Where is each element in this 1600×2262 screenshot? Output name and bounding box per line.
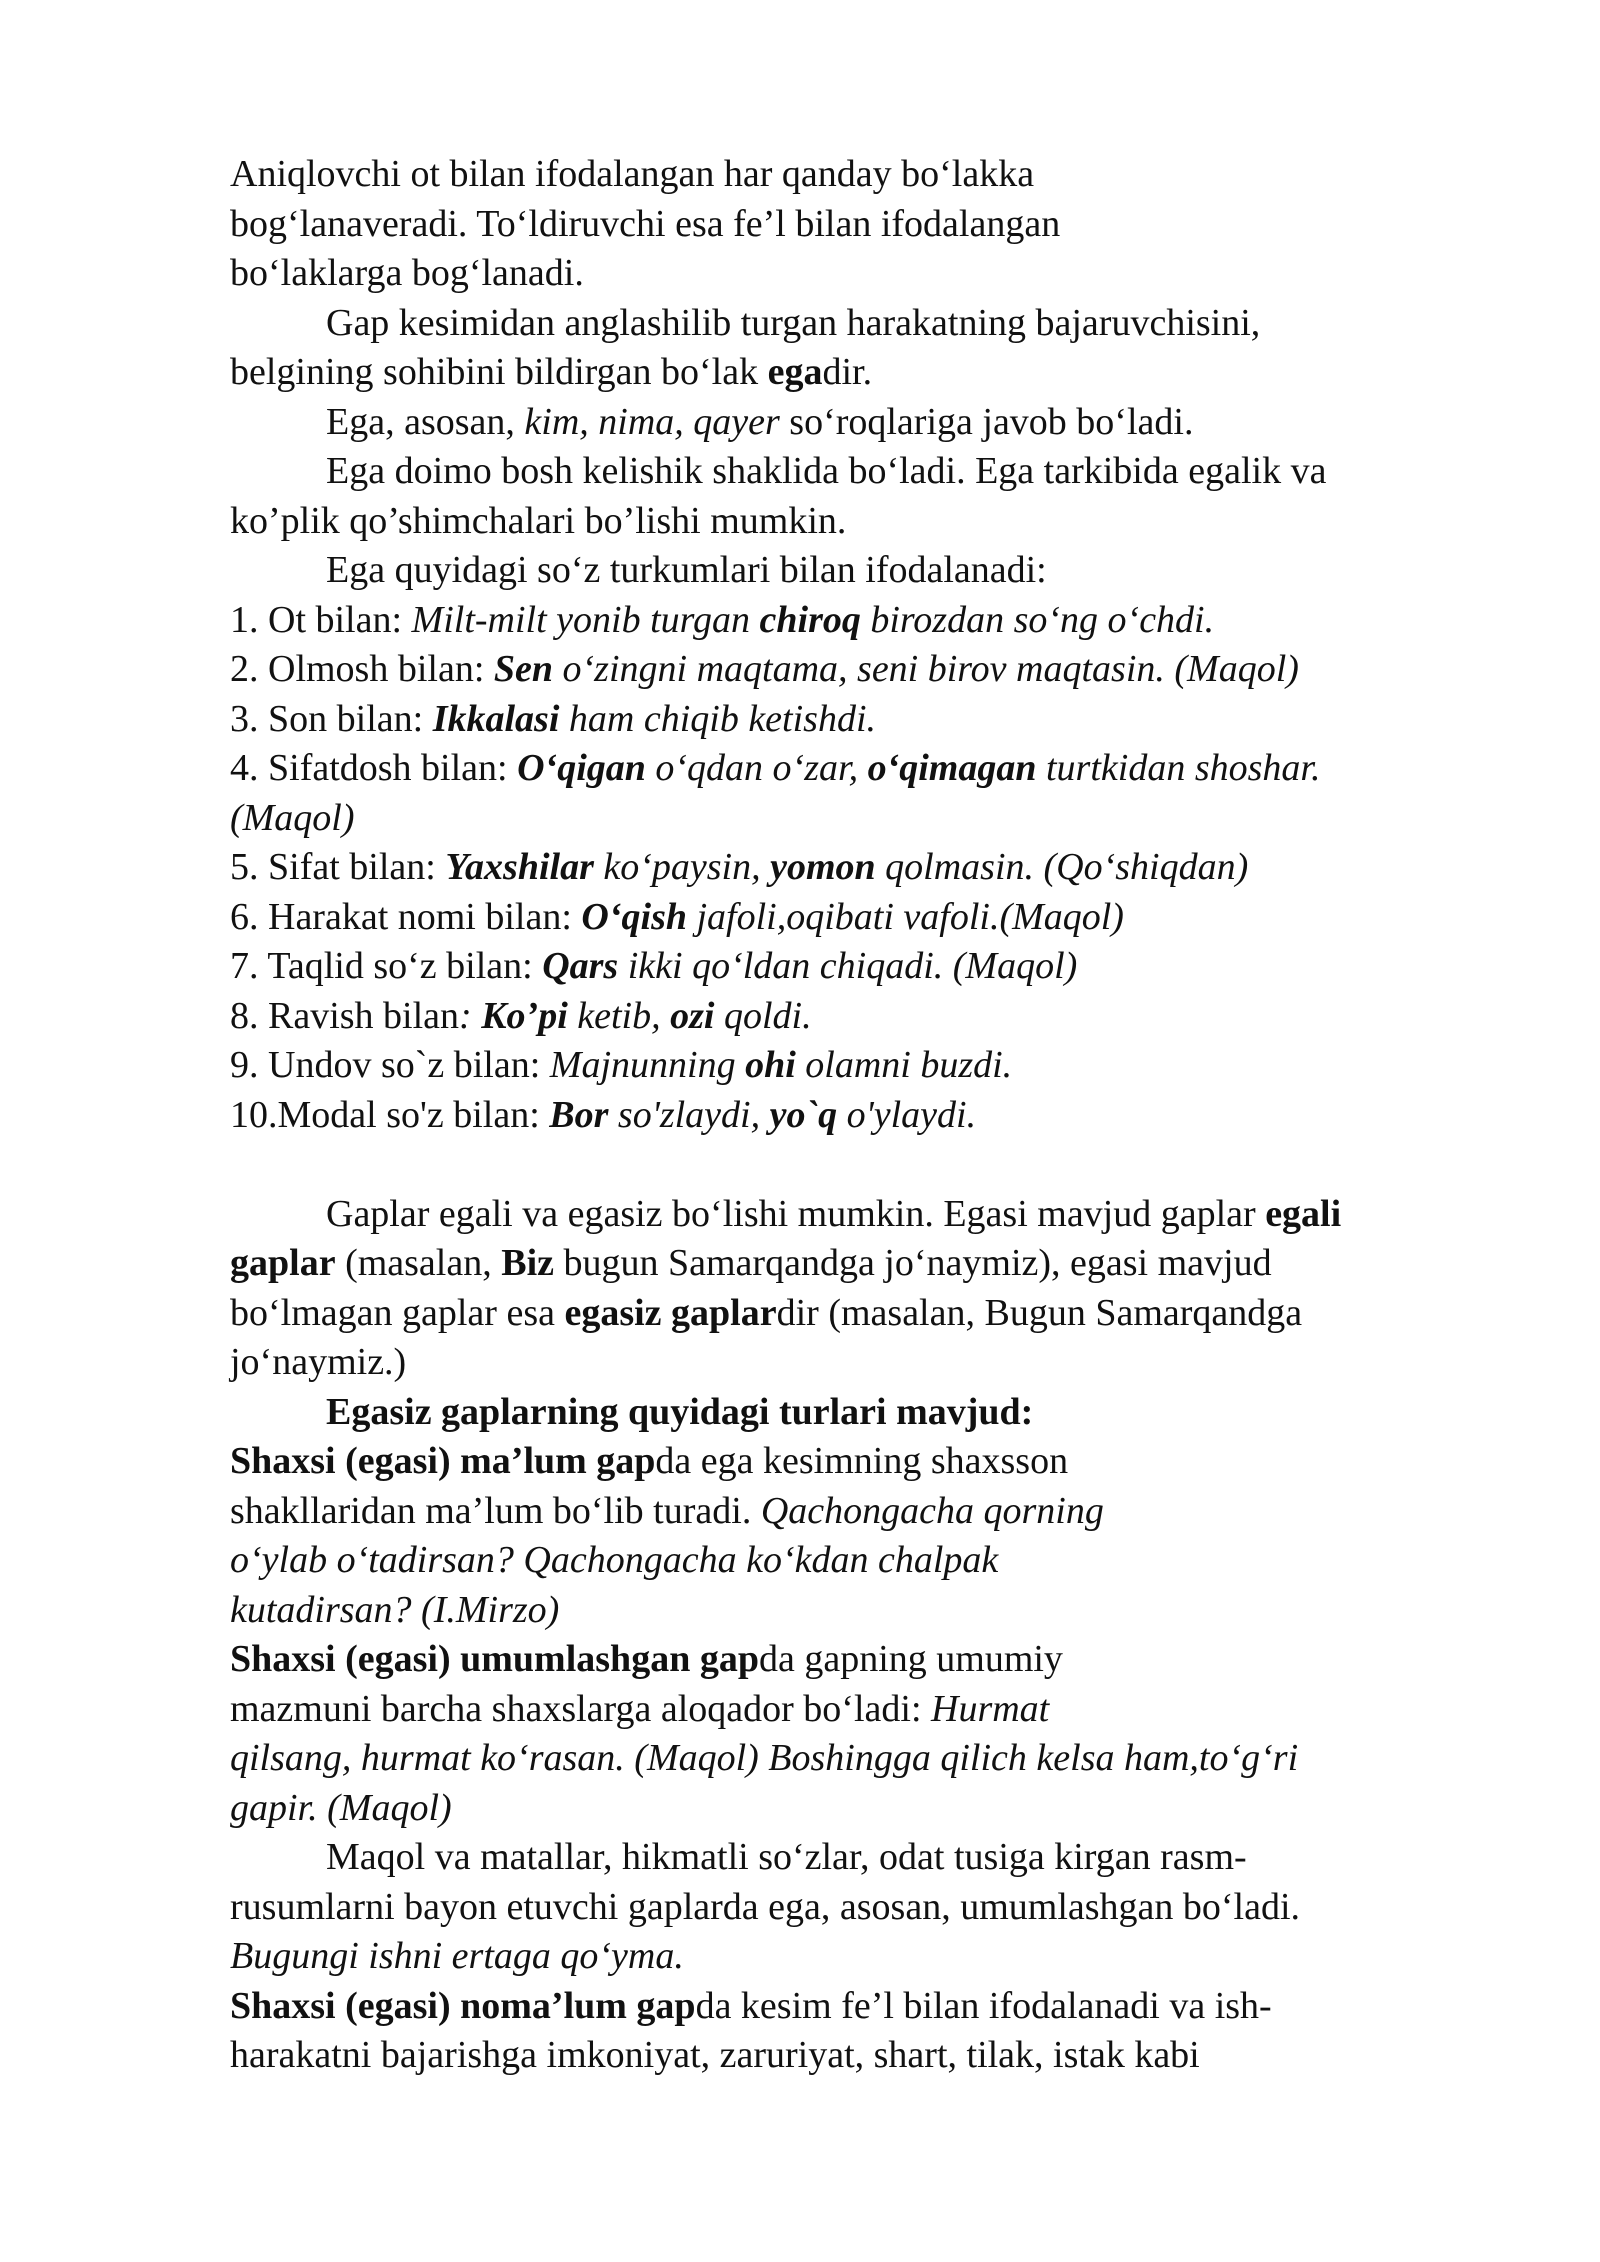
text-line <box>230 596 1500 646</box>
text-segment: rusumlarni bayon etuvchi gaplarda ega, asosan, umumlashgan bo‘ladi. <box>230 1885 1301 1928</box>
text-segment: (Maqol) <box>230 796 355 839</box>
text-segment: dir. <box>822 351 873 393</box>
text-line <box>230 1784 1500 1834</box>
text-line <box>230 1685 1500 1735</box>
text-segment: qilsang, hurmat ko‘rasan. (Maqol) Boshingga qilich kelsa ham,to‘g‘ri <box>230 1737 1299 1779</box>
text-segment: qoldi. <box>714 994 812 1037</box>
text-segment: so'zlaydi, <box>608 1093 770 1136</box>
text-line <box>230 645 1500 695</box>
text-segment: Shaxsi (egasi) ma’lum gap <box>230 1440 656 1482</box>
text-segment: ham chiqib ketishdi. <box>559 697 877 740</box>
text-segment: Bugungi ishni ertaga qo‘yma. <box>230 1935 684 1977</box>
text-segment: ohi <box>745 1044 796 1086</box>
text-segment: egasiz gaplar <box>564 1291 777 1334</box>
text-line <box>230 497 1500 547</box>
text-segment: ko’plik qo’shimchalari bo’lishi mumkin. <box>230 499 847 542</box>
text-line <box>230 744 1500 794</box>
text-segment: (masalan, <box>335 1242 502 1284</box>
text-segment <box>581 896 687 938</box>
text-segment <box>517 747 646 789</box>
text-segment: Gaplar egali va egasiz bo‘lishi mumkin. Egasi mavjud gaplar <box>326 1192 1266 1235</box>
text-line <box>230 1437 1500 1487</box>
text-segment: o‘zingni maqtama, seni birov maqtasin. (Maqol) <box>553 648 1299 690</box>
text-line <box>230 1487 1500 1537</box>
text-segment: da kesim fe’l bilan ifodalanadi va ish- <box>695 1984 1272 2027</box>
text-line <box>230 794 1500 844</box>
text-segment: bo‘laklarga bog‘lanadi. <box>230 252 584 294</box>
text-segment: mazmuni barcha shaxslarga aloqador bo‘ladi: <box>230 1687 931 1730</box>
text-segment: birozdan so‘ng o‘chdi. <box>860 598 1215 641</box>
text-line <box>230 398 1500 448</box>
text-segment: Maqol va matallar, hikmatli so‘zlar, odat tusiga kirgan rasm- <box>326 1836 1247 1878</box>
text-line <box>230 348 1500 398</box>
text-segment: ozi <box>670 994 715 1037</box>
text-line <box>230 1982 1500 2032</box>
text-line <box>230 992 1500 1042</box>
text-segment: Egasiz gaplarning quyidagi turlari mavjud: <box>326 1390 1034 1433</box>
text-line <box>230 1091 1500 1141</box>
text-segment: 9. Undov so`z bilan: <box>230 1044 550 1086</box>
text-segment: 8. Ravish bilan <box>230 994 460 1037</box>
text-segment <box>770 846 876 888</box>
text-segment: o‘ylab o‘tadirsan? Qachongacha ko‘kdan chalpak <box>230 1539 999 1581</box>
text-line <box>230 1289 1500 1339</box>
text-line <box>230 1586 1500 1636</box>
text-segment: Shaxsi (egasi) noma’lum gap <box>230 1984 696 2027</box>
text-segment: Gap kesimidan anglashilib turgan harakatning bajaruvchisini, <box>326 301 1261 344</box>
text-segment: bog‘lanaveradi. To‘ldiruvchi esa fe’l bilan ifodalangan <box>230 202 1061 245</box>
text-segment: egali <box>1265 1192 1342 1235</box>
text-segment: Sen <box>493 648 554 690</box>
text-segment: bugun Samarqandga jo‘naymiz), egasi mavjud <box>554 1242 1272 1284</box>
text-segment <box>481 995 568 1037</box>
text-segment: Qars <box>542 945 619 987</box>
text-segment: Biz <box>501 1242 554 1284</box>
text-segment: O‘qigan <box>517 747 646 789</box>
text-segment <box>549 1094 608 1136</box>
text-segment: bo‘lmagan gaplar esa <box>230 1291 565 1334</box>
text-line <box>230 893 1500 943</box>
text-line <box>230 299 1500 349</box>
text-segment: kim, nima, qayer <box>524 400 780 443</box>
text-segment: ketib, <box>567 994 671 1037</box>
text-segment: Majnunning <box>549 1044 746 1086</box>
blank-line <box>230 1140 1500 1190</box>
text-segment: 4. Sifatdosh bilan: <box>230 747 518 789</box>
text-line <box>230 447 1500 497</box>
text-segment: gapir. (Maqol) <box>230 1786 452 1829</box>
text-segment: belgining sohibini bildirgan bo‘lak <box>230 351 768 393</box>
text-segment: 2. Olmosh bilan: <box>230 648 494 690</box>
text-segment: Bor <box>549 1093 609 1136</box>
text-segment: olamni buzdi. <box>795 1044 1013 1086</box>
text-line <box>230 1833 1500 1883</box>
text-segment: 7. Taqlid so‘z bilan: <box>230 945 543 987</box>
text-line <box>230 1388 1500 1438</box>
text-segment: jo‘naymiz.) <box>230 1341 407 1383</box>
document-page <box>230 150 1500 2081</box>
text-segment: turtkidan shoshar. <box>1036 747 1321 789</box>
text-line <box>230 249 1500 299</box>
text-line <box>230 695 1500 745</box>
text-segment <box>868 747 1037 789</box>
text-segment <box>445 846 594 888</box>
text-segment: ko‘paysin, <box>593 846 771 888</box>
text-segment: yomon <box>770 846 876 888</box>
text-line <box>230 1932 1500 1982</box>
text-segment: Ega, asosan, <box>326 400 525 443</box>
text-segment: da ega kesimning shaxsson <box>655 1440 1069 1482</box>
text-line <box>230 150 1500 200</box>
text-segment: so‘roqlariga javob bo‘ladi. <box>779 400 1194 443</box>
text-segment: Ega quyidagi so‘z turkumlari bilan ifodalanadi: <box>326 549 1047 591</box>
text-segment: gaplar <box>230 1242 336 1284</box>
text-segment: Shaxsi (egasi) umumlashgan gap <box>230 1638 759 1680</box>
text-line <box>230 1190 1500 1240</box>
text-line <box>230 1734 1500 1784</box>
text-segment <box>770 1094 838 1136</box>
text-segment: dir (masalan, Bugun Samarqandga <box>776 1291 1303 1334</box>
text-segment: Milt-milt yonib turgan <box>411 598 760 641</box>
text-segment <box>433 698 560 740</box>
text-line <box>230 546 1500 596</box>
text-line <box>230 1883 1500 1933</box>
text-segment: 5. Sifat bilan: <box>230 846 446 888</box>
text-segment: da gapning umumiy <box>758 1638 1063 1680</box>
text-segment: jafoli,oqibati vafoli.(Maqol) <box>687 895 1124 938</box>
text-segment: o‘qimagan <box>867 747 1037 789</box>
text-segment: Yaxshilar <box>445 846 594 888</box>
text-line <box>230 1536 1500 1586</box>
text-line <box>230 843 1500 893</box>
text-segment: o'ylaydi. <box>837 1093 977 1136</box>
text-segment: qolmasin. (Qo‘shiqdan) <box>875 846 1249 888</box>
text-segment <box>494 648 553 690</box>
text-segment: yo`q <box>769 1093 838 1136</box>
text-segment <box>542 945 618 987</box>
text-segment: Ega doimo bosh kelishik shaklida bo‘ladi. Ega tarkibida egalik va <box>326 450 1327 492</box>
text-segment: chiroq <box>759 598 861 641</box>
text-segment: 1. Ot bilan: <box>230 598 412 641</box>
text-segment <box>760 599 861 641</box>
text-segment: Ikkalasi <box>432 697 560 740</box>
text-segment: 6. Harakat nomi bilan: <box>230 895 582 938</box>
text-line <box>230 942 1500 992</box>
text-segment: ega <box>767 351 823 393</box>
text-segment: : <box>459 994 482 1037</box>
text-segment: harakatni bajarishga imkoniyat, zaruriyat, shart, tilak, istak kabi <box>230 2034 1200 2076</box>
text-segment <box>745 1044 796 1086</box>
text-segment: O‘qish <box>581 895 687 938</box>
text-segment <box>670 995 714 1037</box>
text-segment: kutadirsan? (I.Mirzo) <box>230 1588 560 1631</box>
text-segment: 10.Modal so'z bilan: <box>230 1093 550 1136</box>
text-line <box>230 1338 1500 1388</box>
text-segment: Qachongacha qorning <box>760 1489 1104 1532</box>
text-segment: ikki qo‘ldan chiqadi. (Maqol) <box>618 945 1078 987</box>
text-segment: Hurmat <box>931 1687 1050 1730</box>
text-line <box>230 1239 1500 1289</box>
text-line <box>230 1635 1500 1685</box>
text-segment: Ko’pi <box>481 994 568 1037</box>
text-line <box>230 2031 1500 2081</box>
text-line <box>230 200 1500 250</box>
text-line <box>230 1041 1500 1091</box>
text-segment: shakllaridan ma’lum bo‘lib turadi. <box>230 1489 761 1532</box>
text-segment: Aniqlovchi ot bilan ifodalangan har qanday bo‘lakka <box>230 153 1035 195</box>
text-segment: 3. Son bilan: <box>230 697 433 740</box>
text-segment: o‘qdan o‘zar, <box>645 747 868 789</box>
